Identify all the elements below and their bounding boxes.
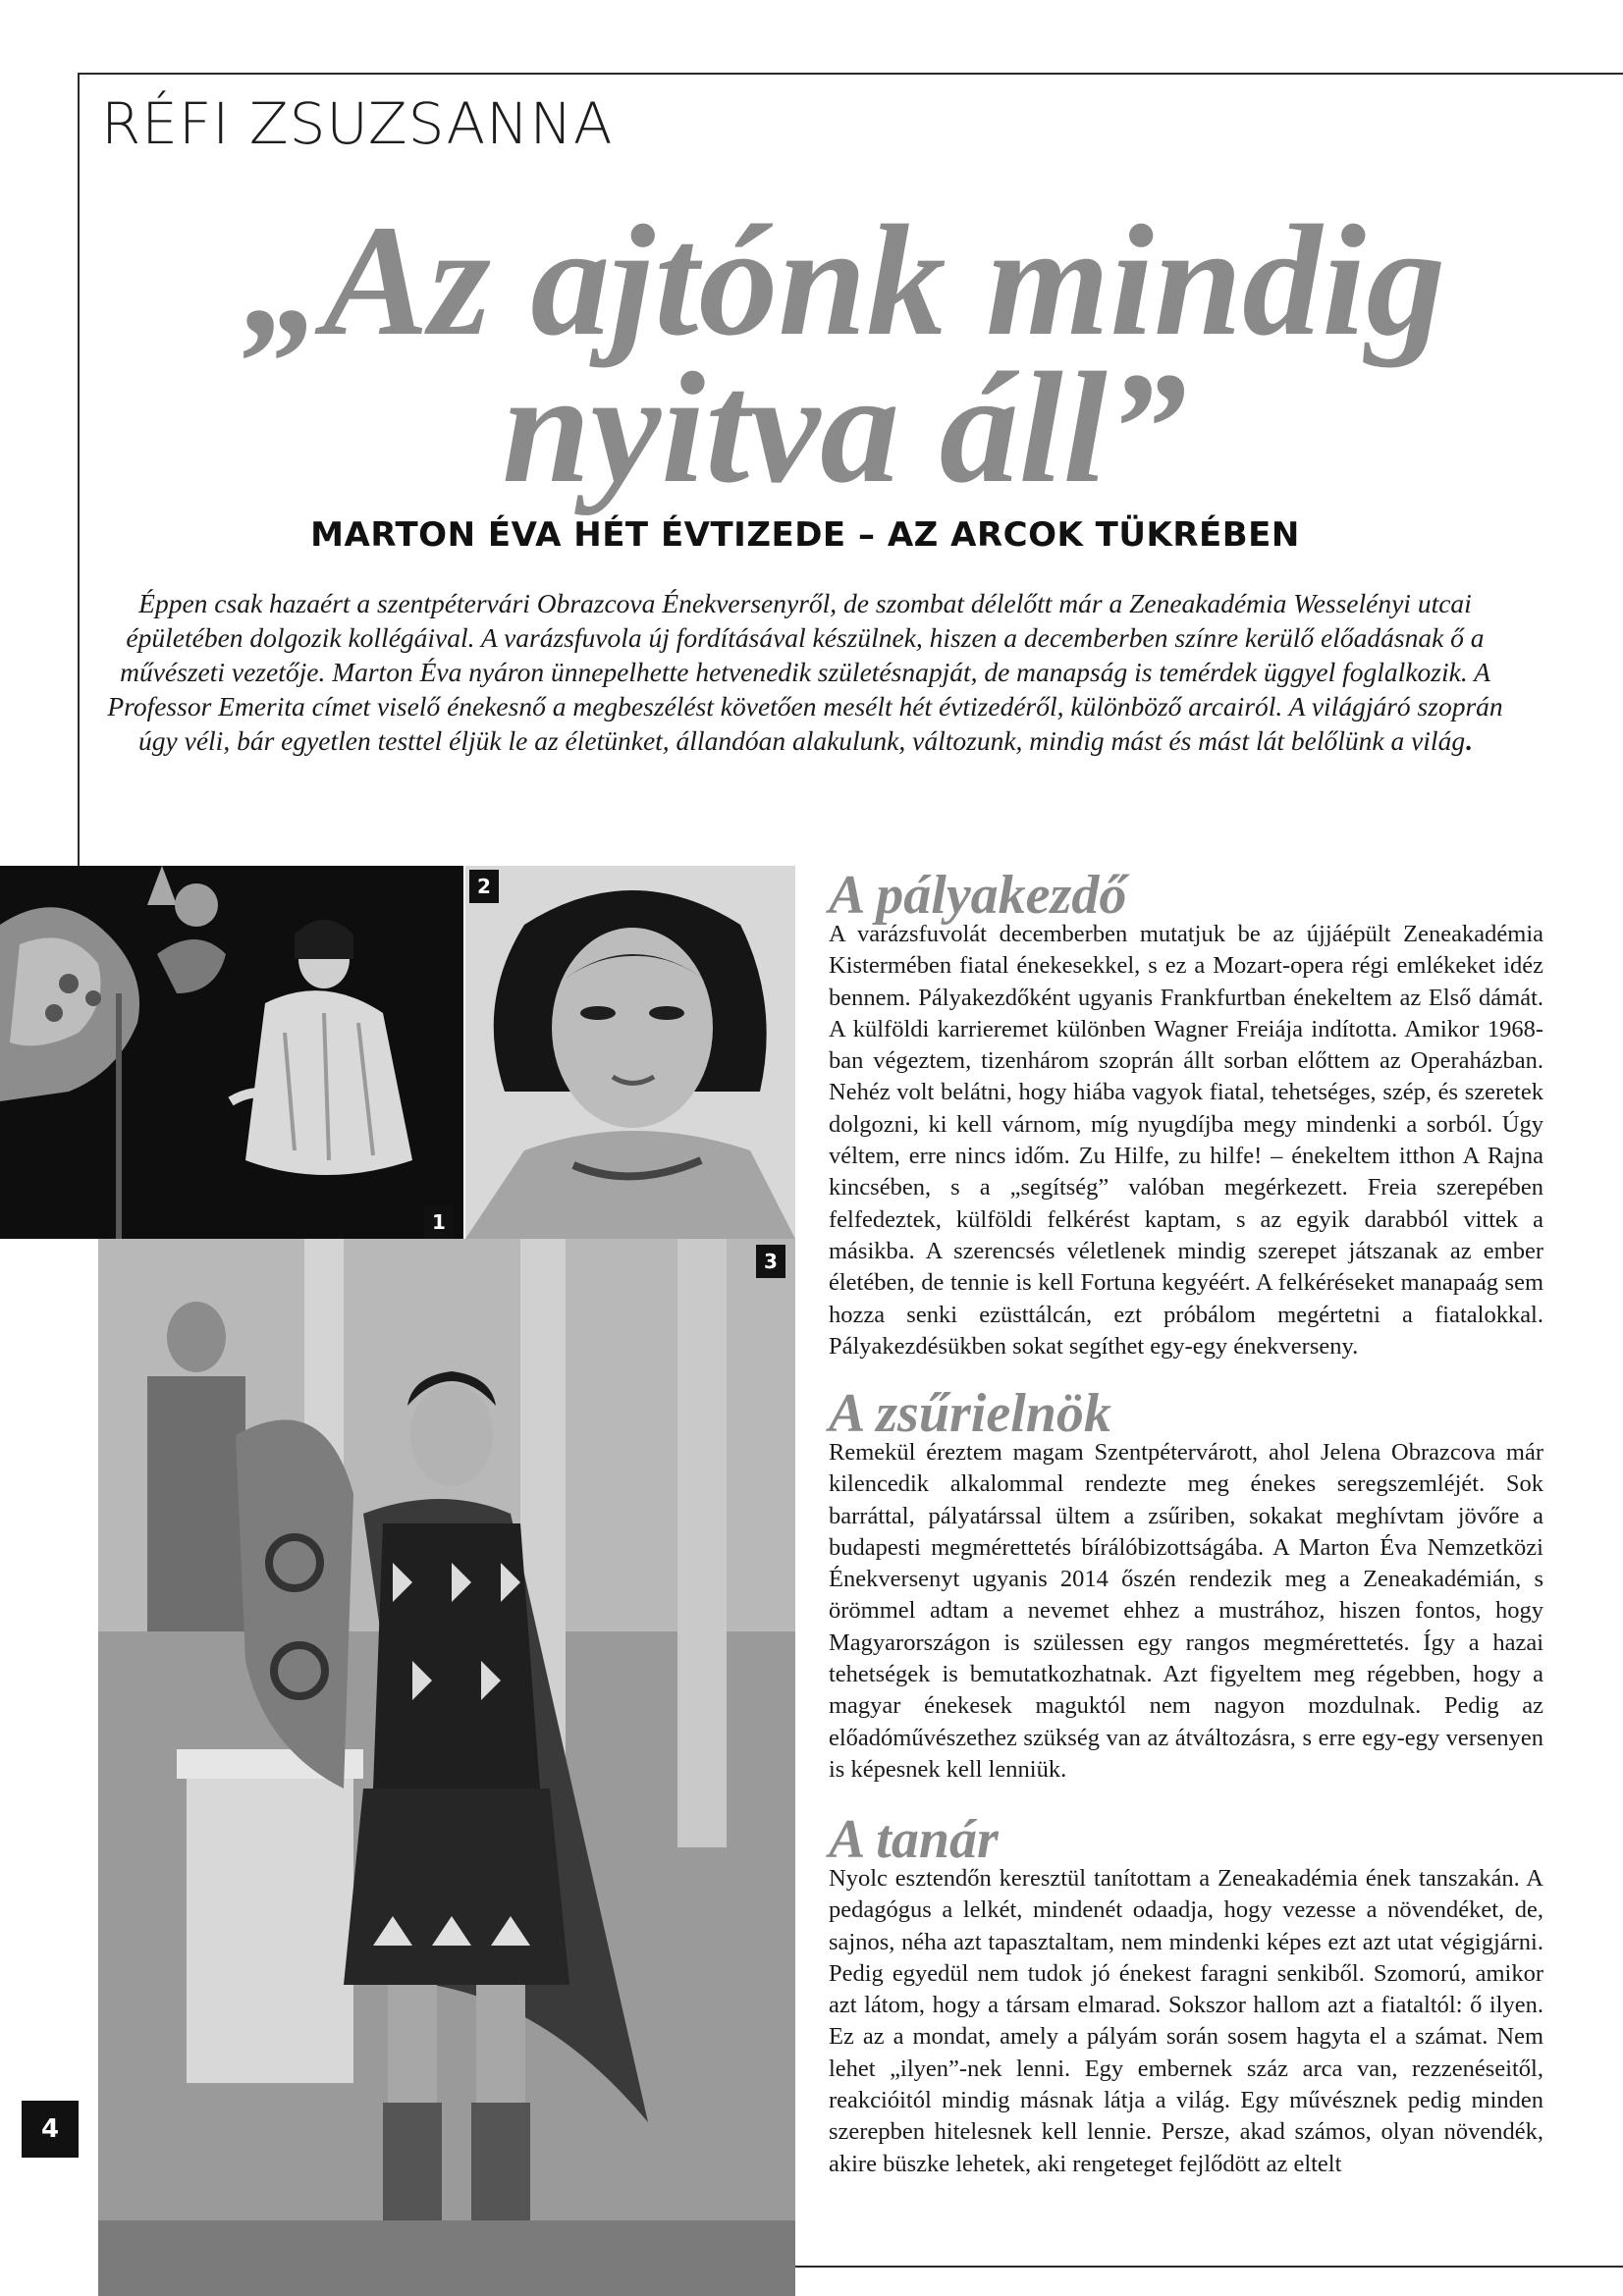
photo-portrait-image bbox=[465, 866, 795, 1239]
photo-portrait bbox=[465, 866, 795, 1239]
section-paragraph: Remekül éreztem magam Szentpétervárott, ahol Jelena Obrazcova már kilencedik alkalommal rendezte meg énekes seregszemléjét. Sok barráttal, pályatárssal ültem a zsűriben, sokakat meghívtam jövőre a budapesti megmérettetés bírálóbizottságába. A Marton Éva Nemzetközi Énekversenyt ugyanis 2014 őszén rendezik meg a Zeneakadémián, s örömmel adtam a nevemet ehhez a mustrához, hiszen fontos, hogy Magyarországon is szülessen egy rangos megmérettetés. Így a hazai tehetségek is bemutatkozhatnak. Azt figyeltem meg régebben, hogy a magyar énekesek maguktól nem nagyon mozdulnak. Pedig az előadóművészethez szükség van az átváltozásra, s erre egy-egy versenyen is képesnek kell lenniük. bbox=[829, 1439, 1543, 1783]
page-number: 4 bbox=[22, 2101, 79, 2158]
headline bbox=[118, 193, 1571, 516]
section-title-zsurielnok: A zsűrielnök bbox=[829, 1383, 1111, 1444]
section-title-tanar: A tanár bbox=[829, 1809, 999, 1870]
lead-paragraph bbox=[98, 586, 1512, 758]
section-title-palyakezdo: A pályakezdő bbox=[829, 865, 1127, 926]
section-body-zsurielnok bbox=[829, 1437, 1543, 1786]
frame-bottom-rule bbox=[795, 2266, 1623, 2268]
lead-end-mark: . bbox=[1465, 725, 1472, 756]
photo-number-2: 2 bbox=[469, 870, 499, 903]
photo-number-1: 1 bbox=[424, 1205, 454, 1239]
photo-full-costume-image bbox=[98, 1239, 795, 2296]
photo-full-costume bbox=[98, 1239, 795, 2296]
author-byline: RÉFI ZSUZSANNA bbox=[101, 90, 614, 157]
frame-top-rule bbox=[78, 73, 1623, 75]
section-body-palyakezdo bbox=[829, 919, 1543, 1362]
section-body-tanar bbox=[829, 1863, 1543, 2180]
photo-number-3: 3 bbox=[756, 1245, 785, 1278]
section-paragraph: Nyolc esztendőn keresztül tanítottam a Zeneakadémia ének tanszakán. A pedagógus a lelkét, mindenét odaadja, hogy vezesse a növendéket, de, sajnos, néha azt tapasztaltam, nem mindenki képes ezt azt utat végigjárni. Pedig egyedül nem tudok jó énekest faragni senkiből. Szomorú, amikor azt látom, hogy a társam elmarad. Sokszor hallom azt a fiataltól: ő ilyen. Ez az a mondat, amely a pályám során sosem hagyta el a számat. Nem lehet „ilyen”-nek lenni. Egy embernek száz arca van, rezzenéseitől, reakcióitól mindig másnak látja a világ. Egy művésznek pedig minden szerepben hitelesnek kell lennie. Persze, akad számos, olyan növendék, akire büszke lehetek, aki rengeteget fejlődött az eltelt bbox=[829, 1865, 1543, 2177]
photo-stage-bird-image bbox=[0, 866, 463, 1239]
subheadline: MARTON ÉVA HÉT ÉVTIZEDE – AZ ARCOK TÜKRÉBEN bbox=[310, 515, 1300, 555]
frame-left-rule bbox=[78, 73, 80, 868]
lead-text: Éppen csak hazaért a szentpétervári Obrazcova Énekversenyről, de szombat délelőtt már a Zeneakadémia Wesselényi utcai épületében dolgozik kollégáival. A varázsfuvola új fordításával készülnek, hiszen a decemberben színre kerülő előadásnak ő a művészeti vezetője. Marton Éva nyáron ünnepelhette hetvenedik születésnapját, de manapság is temérdek üggyel foglalkozik. A Professor Emerita címet viselő énekesnő a megbeszélést követően mesélt hét évtizedéről, különböző arcairól. A világjáró szoprán úgy véli, bár egyetlen testtel éljük le az életünket, állandóan alakulunk, változunk, mindig mást és mást lát belőlünk a világ bbox=[107, 588, 1503, 756]
headline-line-1: „Az ajtónk mindig bbox=[243, 193, 1446, 369]
headline-line-2: nyitva áll” bbox=[502, 341, 1187, 516]
section-paragraph: A varázsfuvolát decemberben mutatjuk be az újjáépült Zeneakadémia Kistermében fiatal énekesekkel, s ez a Mozart-opera régi emlékeket idéz bennem. Pályakezdőként ugyanis Frankfurtban énekeltem az Első dámát. A külföldi karrieremet különben Wagner Freiája indította. Amikor 1968-ban végeztem, tizenhárom szoprán állt sorban előttem az Operaházban. Nehéz volt belátni, hogy hiába vagyok fiatal, tehetséges, szép, és szeretek dolgozni, ki kell várnom, míg nyugdíjba megy mindenki a sorból. Úgy véltem, erre nincs időm. Zu Hilfe, zu hilfe! – énekeltem itthon A Rajna kincsében, s a „segítség” valóban megérkezett. Freia szerepében felfedeztek, külföldi felkérést kaptam, s az egyik darabból vittek a másikba. A szerencsés véletlenek mindig szerepet játszanak az ember életében, de tennie is kell Fortuna kegyéért. A felkéréseket manapaág sem hozza senki ezüsttálcán, ezt próbálom megértetni a fiatalokkal. Pályakezdésükben sokat segíthet egy-egy énekverseny. bbox=[829, 921, 1543, 1360]
photo-stage-bird bbox=[0, 866, 463, 1239]
